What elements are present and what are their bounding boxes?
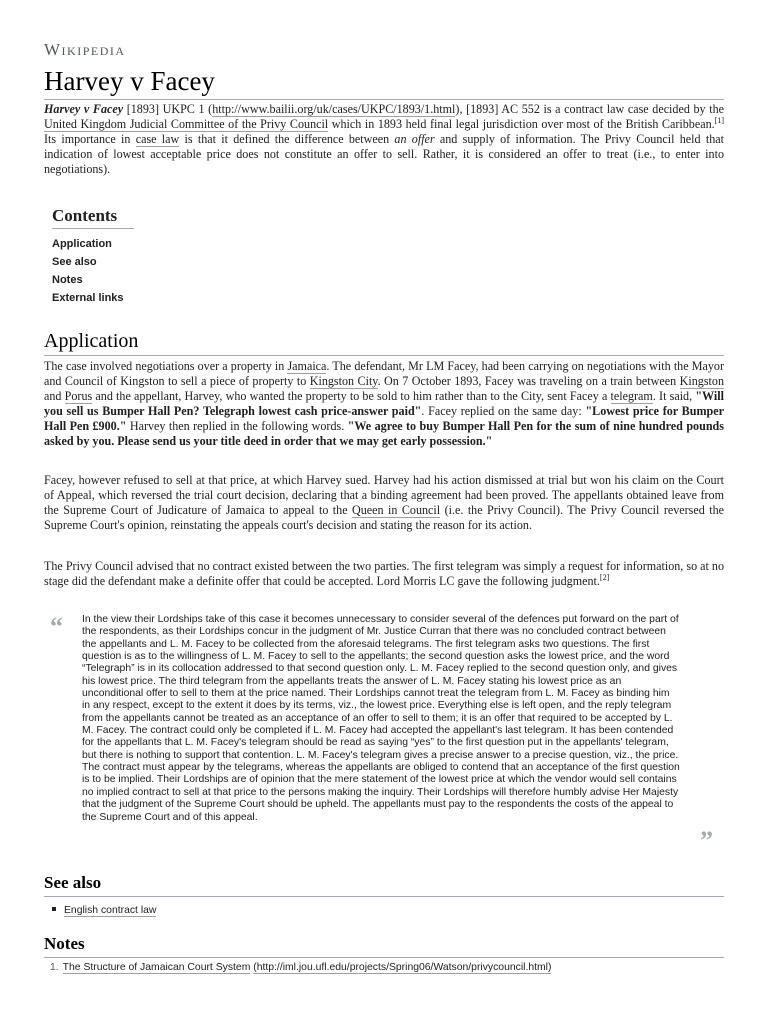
lead-bold-name: Harvey v Facey <box>44 102 124 116</box>
lead-text: is that it defined the difference between <box>179 132 395 146</box>
p2-text: Facey, however refused to sell at that price, at which Harvey sued. Harvey had his action dismissed at trial but won his claim on the Court of Appeal, which reversed the trial court decision, declaring that a binding agreement had been proved. The appellants obtained leave from the Supreme Court of Judicature of Jamaica to appeal to the <box>44 473 724 517</box>
p1-text: Harvey then replied in the following words. <box>126 419 348 433</box>
jamaica-link[interactable]: Jamaica <box>287 359 327 373</box>
application-paragraph-3 <box>44 559 724 589</box>
heading-see-also: See also <box>44 873 102 892</box>
heading-notes: Notes <box>44 934 85 953</box>
lead-text: and supply of information. The Privy Council held that indication of lowest acceptable price does not constitute an offer to sell. Rather, it is considered an offer to treat (i.e., to enter into negotiations). <box>44 132 724 176</box>
lead-text: which in 1893 held final legal jurisdiction over most of the British Caribbean. <box>328 117 715 131</box>
p1-text: . Facey replied on the same day: <box>421 404 586 418</box>
application-paragraph-2 <box>44 473 724 533</box>
heading-application: Application <box>44 330 139 352</box>
p1-text: . It said, <box>652 389 696 403</box>
application-paragraph-1 <box>44 359 724 449</box>
note-link-structure[interactable]: The Structure of Jamaican Court System <box>62 962 251 973</box>
lead-text: Its importance in <box>44 132 136 146</box>
p3-text: The Privy Council advised that no contract existed between the two parties. The first telegram was simply a request for information, so at no stage did the defendant make a definite offer that could be accepted. Lord Morris LC gave the following judgment. <box>44 559 724 588</box>
ref-1[interactable]: [1] <box>714 115 724 125</box>
telegram-link[interactable]: telegram <box>610 389 653 403</box>
kingston-link[interactable]: Kingston <box>679 374 724 388</box>
telegram-quote-2: "Lowest price for Bumper Hall Pen £900." <box>44 404 724 433</box>
p1-text: The case involved negotiations over a property in <box>44 359 288 373</box>
toc-item-external-links[interactable]: External links <box>52 292 124 304</box>
lead-italic-offer: an offer <box>394 132 435 146</box>
table-of-contents <box>52 206 134 307</box>
heading-rule <box>44 355 724 356</box>
lead-paragraph <box>44 102 724 177</box>
case-law-link[interactable]: case law <box>135 132 180 146</box>
kingston-city-link[interactable]: Kingston City <box>309 374 378 388</box>
note-link-url[interactable]: (http://iml.jou.ufl.edu/projects/Spring06/Watson/privycouncil.html) <box>253 962 552 973</box>
p1-text: and <box>44 389 65 403</box>
heading-rule <box>44 896 724 897</box>
bullet-icon <box>52 907 56 911</box>
queen-in-council-link[interactable]: Queen in Council <box>352 503 441 517</box>
english-contract-law-link[interactable]: English contract law <box>64 905 157 916</box>
porus-link[interactable]: Porus <box>64 389 93 403</box>
toc-item-notes[interactable]: Notes <box>52 274 83 286</box>
quote-open-mark: “ <box>50 612 63 641</box>
p1-text: and the appellant, Harvey, who wanted the property to be sold to him rather than to the City, sent Facey a <box>92 389 611 403</box>
note-number: 1. <box>50 962 59 973</box>
toc-item-see-also[interactable]: See also <box>52 256 97 268</box>
ref-2[interactable]: [2] <box>599 572 610 582</box>
see-also-list-item <box>52 905 156 916</box>
judgment-blockquote: In the view their Lordships take of this case it becomes unnecessary to consider several of the defences put forward on the part of the respondents, as their Lordships concur in the judgment of Mr. Justice Curran that there was no concluded contract between the appellants and L. M. Facey to be collected from the aforesaid telegrams. The first telegram asks two questions. The first question is as to the willingness of L. M. Facey to sell to the appellants; the second question asks the lowest price, and the word “Telegraph” is in its collocation addressed to that second question only. L. M. Facey replied to the second question only, and gives his lowest price. The third telegram from the appellants treats the answer of L. M. Facey stating his lowest price as an unconditional offer to sell to them at the price named. Their Lordships cannot treat the telegram from L. M. Facey as binding him in any respect, except to the extent it does by its terms, viz., the lowest price. Everything else is left open, and the reply telegram from the appellants cannot be treated as an acceptance of an offer to sell to them; it is an offer that required to be accepted by L. M. Facey. The contract could only be completed if L. M. Facey had accepted the appellant's last telegram. It has been contended for the appellants that L. M. Facey's telegram should be read as saying “yes” to the first question put in the appellants' telegram, but there is nothing to support that contention. L. M. Facey's telegram gives a precise answer to a precise question, viz., the price. The contract must appear by the telegrams, whereas the appellants are obliged to contend that an acceptance of the first question is to be implied. Their Lordships are of opinion that the mere statement of the lowest price at which the vendor would sell contains no implied contract to sell at that price to the persons making the inquiry. Their Lordships will therefore humbly advise Her Majesty that the judgment of the Supreme Court should be upheld. The appellants must pay to the respondents the costs of the appeal to the Supreme Court and of this appeal. <box>82 614 680 823</box>
p2-text: (i.e. the Privy Council). The Privy Council reversed the Supreme Court's opinion, reinstating the appeals court's decision and stating the reason for its action. <box>44 503 724 532</box>
telegram-quote-3: "We agree to buy Bumper Hall Pen for the sum of nine hundred pounds asked by you. Please send us your title deed in order that we may get early possession." <box>44 419 724 448</box>
p1-text: . On 7 October 1893, Facey was traveling on a train between <box>377 374 680 388</box>
page-title: Harvey v Facey <box>44 66 215 96</box>
quote-close-mark: ” <box>700 826 713 855</box>
lead-text: [1893] UKPC 1 ( <box>123 102 213 116</box>
telegram-quote-1: "Will you sell us Bumper Hall Pen? Telegraph lowest cash price-answer paid" <box>44 389 724 418</box>
notes-list-item <box>50 962 551 973</box>
wikipedia-wordmark[interactable]: Wikipedia <box>44 40 126 59</box>
p1-text: . The defendant, Mr LM Facey, had been carrying on negotiations with the Mayor and Council of Kingston to sell a piece of property to <box>44 359 724 388</box>
toc-title: Contents <box>52 206 134 229</box>
heading-rule <box>44 957 724 958</box>
title-rule <box>44 99 724 100</box>
toc-item-application[interactable]: Application <box>52 238 112 250</box>
bailii-link[interactable]: http://www.bailii.org/uk/cases/UKPC/1893/1.html <box>212 102 456 116</box>
lead-text: ), [1893] AC 552 is a contract law case decided by the <box>455 102 725 116</box>
privy-council-link[interactable]: United Kingdom Judicial Committee of the Privy Council <box>44 117 329 131</box>
